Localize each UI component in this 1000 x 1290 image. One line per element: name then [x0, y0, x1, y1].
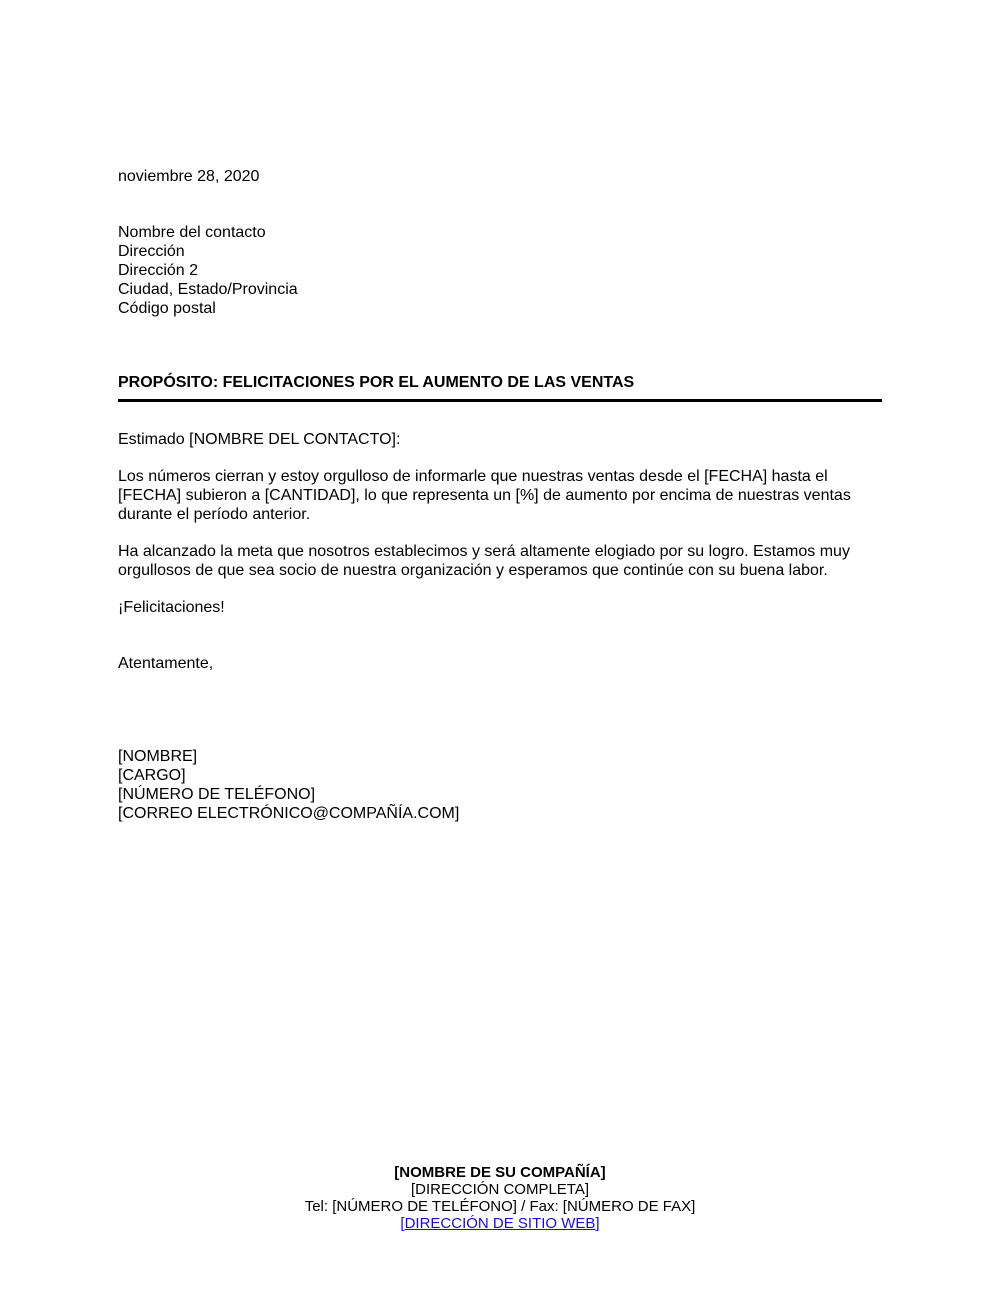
letter-date — [118, 167, 882, 186]
subject-divider — [118, 399, 882, 402]
signature-block — [118, 747, 882, 823]
paragraph-line: [FECHA] subieron a [CANTIDAD], lo que representa un [%] de aumento por encima de nuestras ventas — [118, 487, 851, 504]
signature-name: [NOMBRE] — [118, 748, 198, 765]
recipient-name: Nombre del contacto — [118, 224, 266, 241]
paragraph-line: Ha alcanzado la meta que nosotros establecimos y será altamente elogiado por su logro. Estamos muy — [118, 543, 850, 560]
signature-phone: [NÚMERO DE TELÉFONO] — [118, 786, 316, 803]
signature-email: [CORREO ELECTRÓNICO@COMPAÑÍA.COM] — [118, 805, 460, 822]
footer-address: [DIRECCIÓN COMPLETA] — [410, 1181, 590, 1198]
closing-text: Atentamente, — [118, 655, 214, 672]
recipient-address — [118, 223, 882, 318]
paragraph-line: Los números cierran y estoy orgulloso de informarle que nuestras ventas desde el [FECHA] hasta el — [118, 468, 828, 485]
subject-text: PROPÓSITO: FELICITACIONES POR EL AUMENTO DE LAS VENTAS — [118, 374, 635, 391]
footer-company-name: [NOMBRE DE SU COMPAÑÍA] — [394, 1164, 606, 1181]
paragraph-line: orgullosos de que sea socio de nuestra organización y esperamos que continúe con su buena labor. — [118, 562, 828, 579]
recipient-city-state: Ciudad, Estado/Provincia — [118, 281, 298, 298]
footer-website-link[interactable]: [DIRECCIÓN DE SITIO WEB] — [400, 1215, 600, 1232]
letter-footer — [0, 1164, 1000, 1232]
letter-subject — [118, 373, 882, 392]
congrats-text: ¡Felicitaciones! — [118, 599, 225, 616]
signature-title: [CARGO] — [118, 767, 186, 784]
congratulations — [118, 598, 882, 617]
recipient-address-line-1: Dirección — [118, 243, 185, 260]
salutation-text: Estimado [NOMBRE DEL CONTACTO]: — [118, 431, 401, 448]
letter-salutation — [118, 430, 882, 449]
body-paragraph-1 — [118, 467, 882, 524]
date-text: noviembre 28, 2020 — [118, 168, 260, 185]
footer-contact: Tel: [NÚMERO DE TELÉFONO] / Fax: [NÚMERO DE FAX] — [304, 1198, 696, 1215]
paragraph-line: durante el período anterior. — [118, 506, 311, 523]
body-paragraph-2 — [118, 542, 882, 580]
recipient-address-line-2: Dirección 2 — [118, 262, 199, 279]
letter-closing — [118, 654, 882, 673]
recipient-postal-code: Código postal — [118, 300, 216, 317]
